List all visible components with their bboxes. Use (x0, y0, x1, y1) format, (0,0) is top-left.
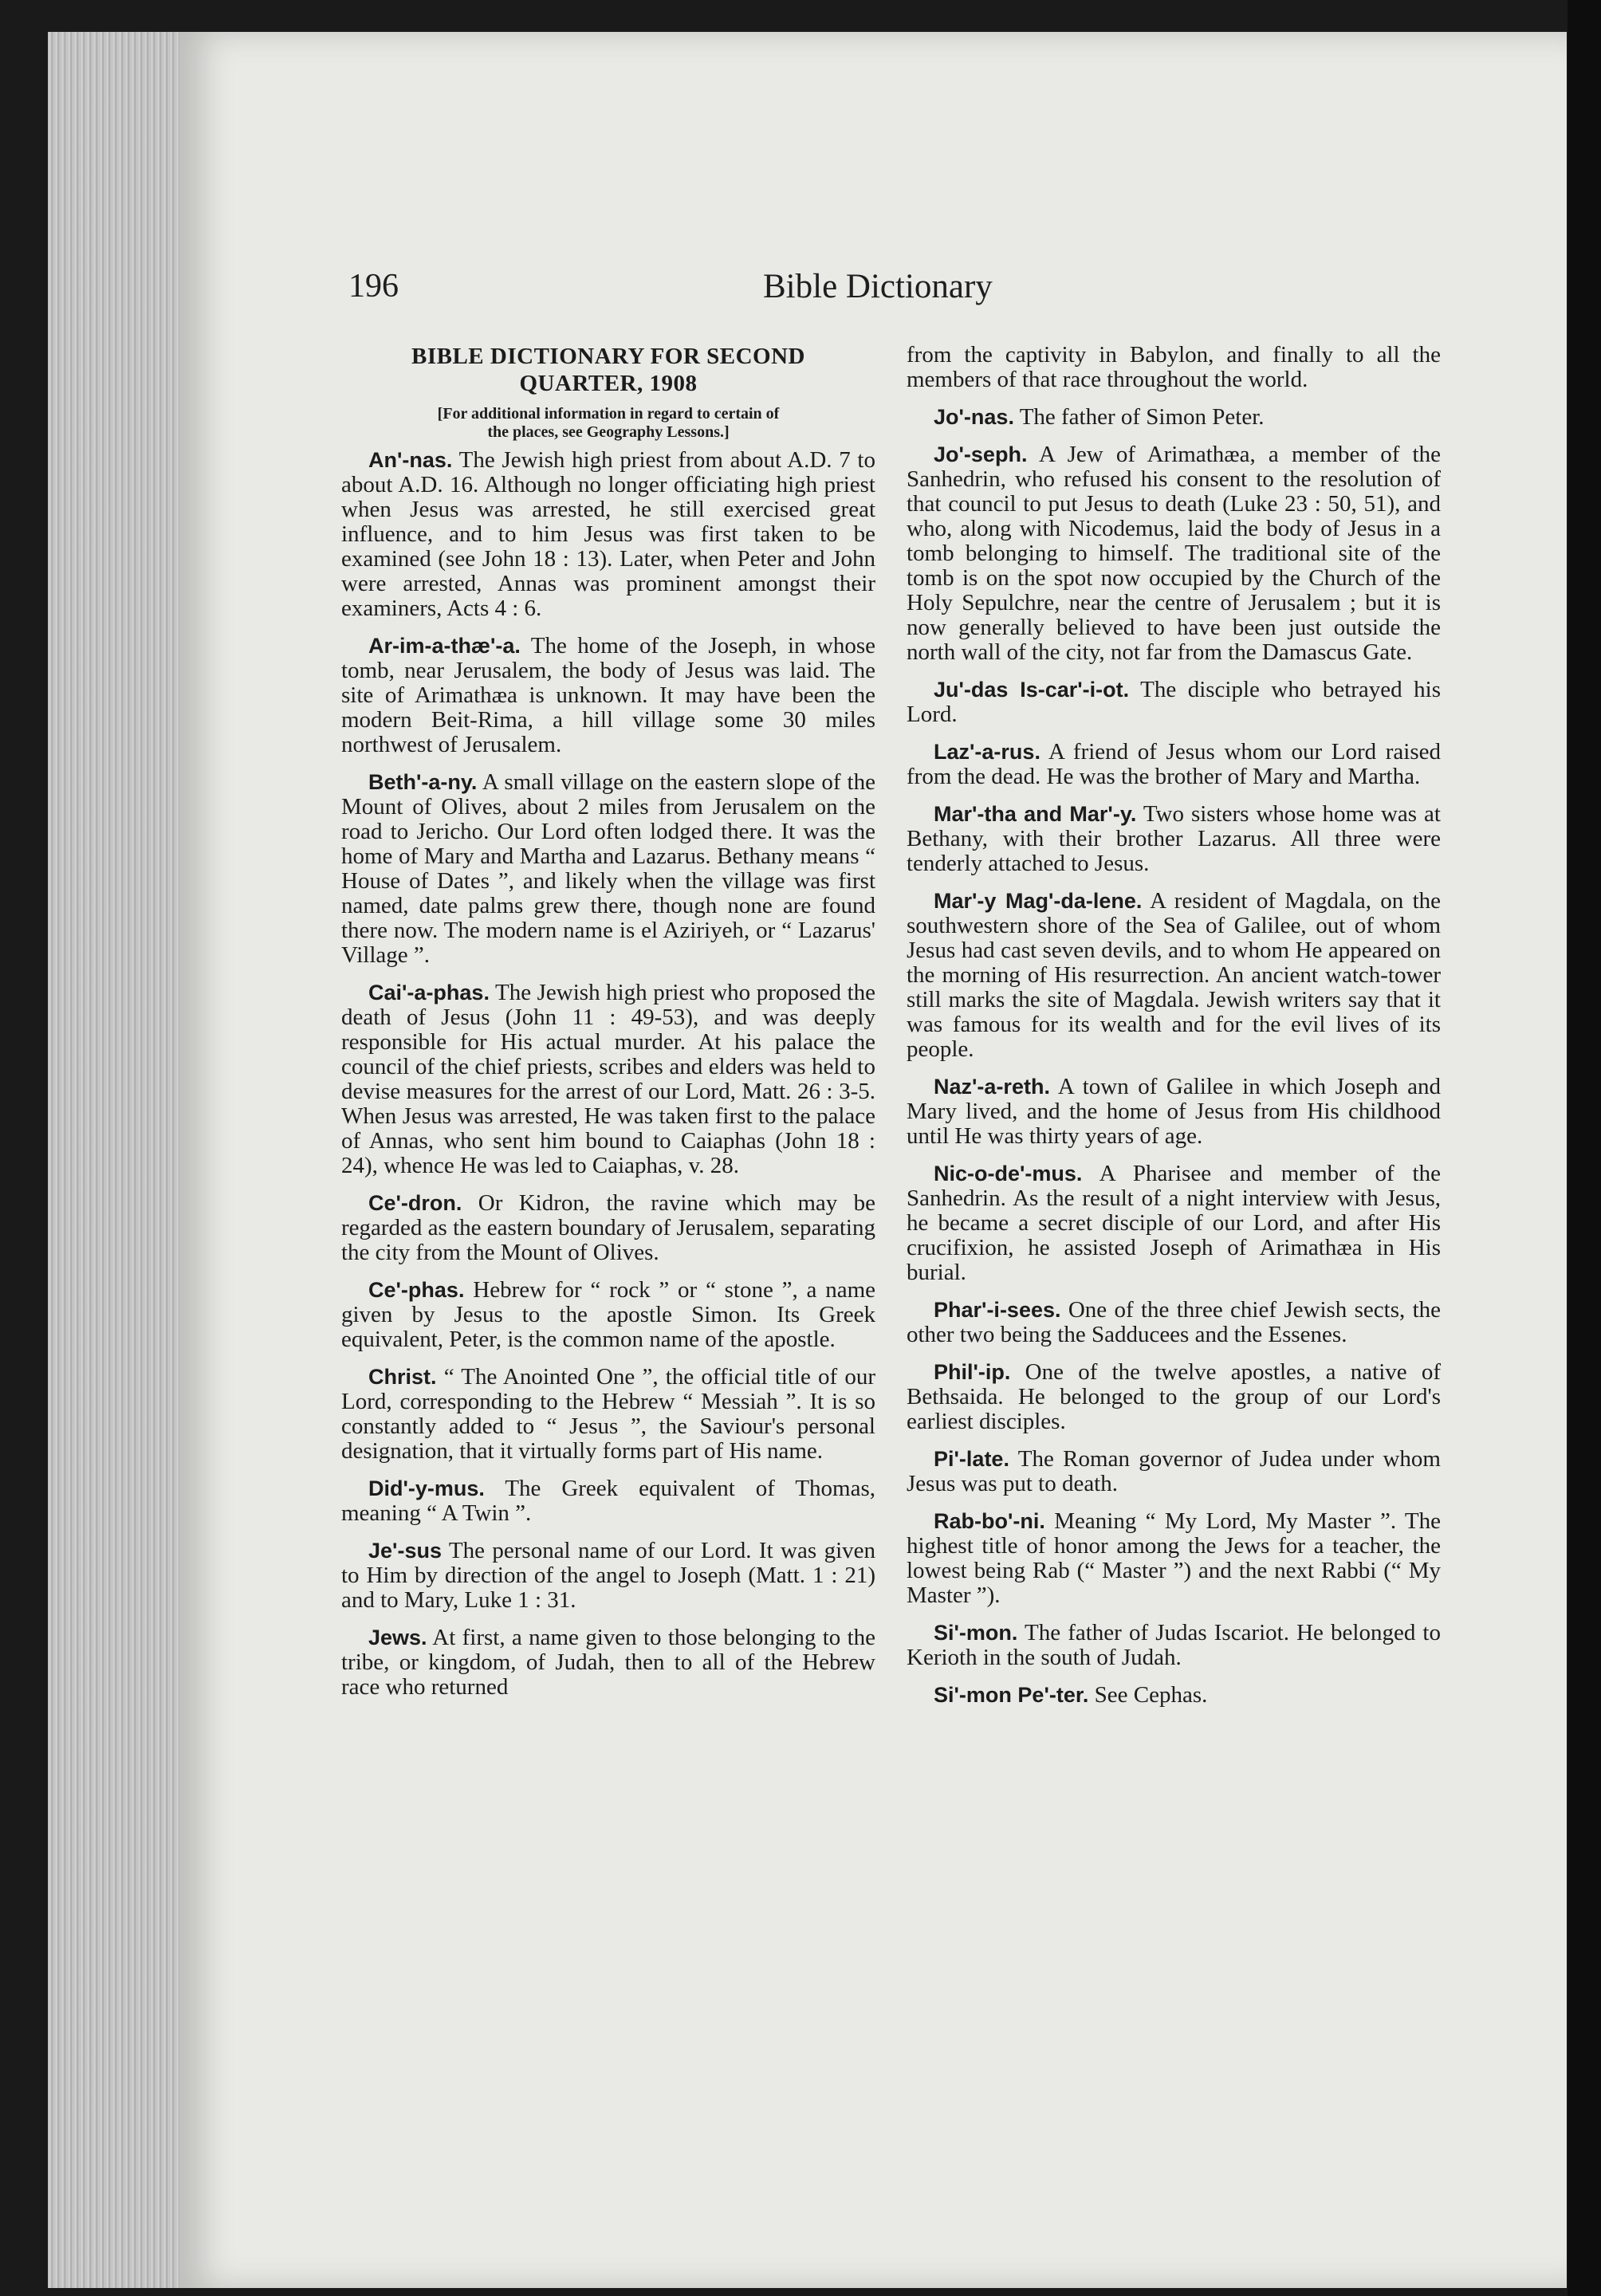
dictionary-entry (907, 1447, 1441, 1496)
right-column (907, 343, 1441, 1720)
entry-text: One of the twelve apostles, a native of Bethsaida. He belonged to the group of our Lord's earliest disciples. (907, 1359, 1442, 1434)
dictionary-entry (341, 981, 875, 1178)
dictionary-entry (907, 678, 1441, 727)
entry-text: A town of Galilee in which Joseph and Mary lived, and the home of Jesus from His childhood until He was thirty years of age. (907, 1074, 1441, 1149)
entry-headword: An'-nas. (368, 448, 453, 472)
entry-headword: Phil'-ip. (934, 1360, 1011, 1384)
dictionary-entry (341, 1365, 875, 1464)
dictionary-entry (907, 1075, 1441, 1149)
entry-text: A small village on the eastern slope of the Mount of Olives, about 2 miles from Jerusalem on the road to Jericho. Our Lord often lodged there. It was the home of Mary and Martha and Lazarus. Bethany means “ House of Dates ”, and likely when the village was first named, date palms grew there, though none are found there now. The modern name is el Aziriyeh, or “ Lazarus' Village ”. (341, 769, 875, 968)
entry-text: The Roman governor of Judea under whom Jesus was put to death. (907, 1446, 1441, 1496)
entry-text: “ The Anointed One ”, the official title of our Lord, corresponding to the Hebrew “ Messiah ”. It is so constantly added to “ Jesus ”, the Saviour's personal designation, that it virtually forms part of His name. (341, 1364, 876, 1464)
entry-headword: Si'-mon Pe'-ter. (934, 1683, 1089, 1707)
section-title-line-1: BIBLE DICTIONARY FOR SECOND (411, 344, 805, 369)
dictionary-entry (341, 1539, 875, 1613)
dictionary-entry (907, 740, 1441, 789)
entry-text: The personal name of our Lord. It was given to Him by direction of the angel to Joseph (Matt. 1 : 21) and to Mary, Luke 1 : 31. (341, 1538, 876, 1613)
dictionary-entry (907, 802, 1441, 876)
entry-headword: Pi'-late. (934, 1447, 1009, 1471)
book-page-edges (48, 32, 191, 2288)
entry-text: The Greek equivalent of Thomas, meaning “ A Twin ”. (341, 1476, 875, 1526)
entry-headword: Rab-bo'-ni. (934, 1509, 1045, 1533)
entry-headword: Mar'-y Mag'-da-lene. (934, 889, 1143, 913)
entry-headword: Laz'-a-rus. (934, 740, 1040, 764)
dictionary-entry (341, 448, 875, 621)
entry-text: A Pharisee and member of the Sanhedrin. As the result of a night interview with Jesus, he became a secret disciple of our Lord, and after His crucifixion, he assisted Joseph of Arimathæa in His burial. (907, 1161, 1441, 1285)
dictionary-entry (907, 442, 1441, 665)
dictionary-entry (341, 1626, 875, 1700)
entry-headword: Jews. (368, 1626, 427, 1649)
left-column (341, 343, 875, 1712)
dictionary-entry (341, 1191, 875, 1265)
section-note (341, 405, 875, 442)
dictionary-entry (907, 889, 1441, 1062)
entry-headword: Jo'-seph. (934, 442, 1028, 466)
section-note-line-1: [For additional information in regard to certain of (437, 405, 780, 423)
dictionary-entry (341, 1278, 875, 1352)
entry-headword: Phar'-i-sees. (934, 1298, 1061, 1322)
entry-text: The father of Judas Iscariot. He belonged to Kerioth in the south of Judah. (907, 1620, 1441, 1670)
dictionary-entry (907, 1298, 1441, 1347)
entry-headword: Did'-y-mus. (368, 1476, 485, 1500)
entry-text: One of the three chief Jewish sects, the other two being the Sadducees and the Essenes. (907, 1297, 1442, 1347)
page-header (348, 267, 1421, 315)
entry-text: A Jew of Arimathæa, a member of the Sanhedrin, who refused his consent to the resolution of that council to put Jesus to death (Luke 23 : 50, 51), and who, along with Nicodemus, laid the body of Jesus in a tomb belonging to himself. The traditional site of the tomb is on the spot now occupied by the Church of the Holy Sepulchre, near the centre of Jerusalem ; but it is now generally believed to have been just outside the north wall of the city, not far from the Damascus Gate. (907, 442, 1441, 665)
entry-text: Or Kidron, the ravine which may be regarded as the eastern boundary of Jerusalem, separating the city from the Mount of Olives. (341, 1190, 875, 1265)
entry-text: Meaning “ My Lord, My Master ”. The highest title of honor among the Jews for a teacher, the lowest being Rab (“ Master ”) and the next Rabbi (“ My Master ”). (907, 1508, 1441, 1608)
dictionary-entry (907, 405, 1441, 430)
entry-text: Two sisters whose home was at Bethany, with their brother Lazarus. All three were tenderly attached to Jesus. (907, 801, 1441, 876)
section-title-line-2: QUARTER, 1908 (519, 371, 698, 396)
entry-text: See Cephas. (1094, 1682, 1208, 1708)
entry-text: The disciple who betrayed his Lord. (907, 677, 1442, 727)
section-note-line-2: the places, see Geography Lessons.] (487, 423, 730, 441)
dictionary-entry (341, 1476, 875, 1526)
entry-headword: Beth'-a-ny. (368, 770, 478, 794)
entry-headword: Cai'-a-phas. (368, 981, 490, 1005)
entry-headword: Mar'-tha and Mar'-y. (934, 802, 1137, 826)
entry-text: The Jewish high priest from about A.D. 7 to about A.D. 16. Although no longer officiating high priest when Jesus was arrested, he still exercised great influence, and to him Jesus was first taken to be examined (see John 18 : 13). Later, when Peter and John were arrested, Annas was prominent amongst their examiners, Acts 4 : 6. (341, 447, 875, 621)
entry-text: A resident of Magdala, on the southwestern shore of the Sea of Galilee, out of whom Jesus had cast seven devils, and to whom He appeared on the morning of His resurrection. An ancient watch-tower still marks the site of Magdala. Jewish writers say that it was famous for its wealth and for the evil lives of its people. (907, 888, 1442, 1062)
entry-headword: Ce'-dron. (368, 1191, 462, 1215)
entry-continuation: from the captivity in Babylon, and finally to all the members of that race throughout the world. (907, 342, 1441, 392)
entry-headword: Si'-mon. (934, 1621, 1018, 1645)
entry-text: At first, a name given to those belonging to the tribe, or kingdom, of Judah, then to all of the Hebrew race who returned (341, 1625, 876, 1700)
dictionary-entry (907, 1621, 1441, 1670)
entry-text: The father of Simon Peter. (1019, 404, 1265, 430)
dictionary-entry (907, 1509, 1441, 1608)
dictionary-entry (907, 1162, 1441, 1285)
entry-text: A friend of Jesus whom our Lord raised from the dead. He was the brother of Mary and Martha. (907, 739, 1441, 789)
entry-headword: Ce'-phas. (368, 1278, 465, 1302)
dictionary-entry (341, 634, 875, 757)
page-number: 196 (348, 268, 399, 305)
facing-page-edge (1568, 0, 1601, 2296)
dictionary-entry (907, 1683, 1441, 1708)
running-title: Bible Dictionary (763, 268, 993, 305)
section-title (341, 343, 875, 397)
entry-headword: Christ. (368, 1365, 437, 1389)
entry-headword: Jo'-nas. (934, 405, 1014, 429)
entry-headword: Nic-o-de'-mus. (934, 1162, 1083, 1185)
entry-text: The home of the Joseph, in whose tomb, near Jerusalem, the body of Jesus was laid. The site of Arimathæa is unknown. It may have been the modern Beit-Rima, a hill village some 30 miles northwest of Jerusalem. (341, 633, 875, 757)
entry-text: Hebrew for “ rock ” or “ stone ”, a name given by Jesus to the apostle Simon. Its Greek equivalent, Peter, is the common name of the apostle. (341, 1277, 876, 1352)
entry-headword: Ar-im-a-thæ'-a. (368, 634, 521, 658)
dictionary-entry (341, 770, 875, 968)
entry-headword: Ju'-das Is-car'-i-ot. (934, 678, 1130, 702)
entry-headword: Je'-sus (368, 1539, 442, 1563)
entry-text: The Jewish high priest who proposed the death of Jesus (John 11 : 49-53), and was deeply responsible for His actual murder. At his palace the council of the chief priests, scribes and elders was held to devise measures for the arrest of our Lord, Matt. 26 : 3-5. When Jesus was arrested, He was taken first to the palace of Annas, who sent him bound to Caiaphas (John 18 : 24), whence He was led to Caiaphas, v. 28. (341, 980, 875, 1178)
dictionary-entry (907, 1360, 1441, 1434)
entry-headword: Naz'-a-reth. (934, 1075, 1050, 1099)
